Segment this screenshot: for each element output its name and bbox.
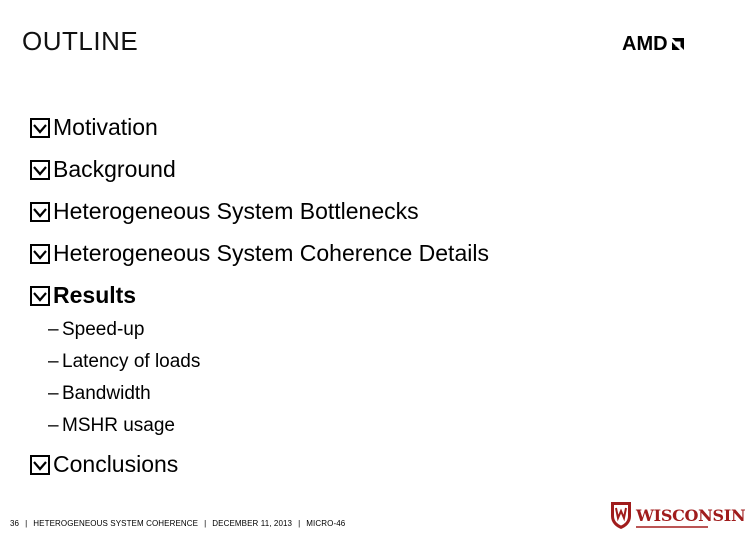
footer-date: DECEMBER 11, 2013: [212, 519, 293, 528]
dash-marker: –: [48, 383, 59, 404]
sub-bullet-label: Speed-up: [62, 319, 145, 340]
sub-bullet-latency: [48, 351, 200, 373]
checkbox-arrow-icon: [30, 160, 50, 180]
page-title: OUTLINE: [22, 26, 139, 56]
dash-marker: –: [48, 351, 59, 372]
bullet-label: Motivation: [53, 114, 158, 140]
university-name: WISCONSIN: [636, 505, 745, 525]
dash-marker: –: [48, 415, 59, 436]
dash-marker: –: [48, 319, 59, 340]
page-number: 36: [10, 519, 20, 528]
footer-title: HETEROGENEOUS SYSTEM COHERENCE: [33, 519, 199, 528]
crest-icon: [609, 500, 633, 530]
bullet-label: Background: [53, 156, 176, 182]
slide-footer: 36 | HETEROGENEOUS SYSTEM COHERENCE | DECEMBER 11, 2013 | MICRO-46: [10, 519, 346, 528]
bullet-bottlenecks: [30, 198, 419, 225]
sub-bullet-speedup: [48, 319, 144, 341]
amd-logo-text: AMD: [622, 33, 668, 55]
sub-bullet-mshr: [48, 415, 175, 437]
bullet-label: Heterogeneous System Coherence Details: [53, 240, 489, 266]
bullet-label: Results: [53, 282, 137, 308]
bullet-background: [30, 156, 176, 183]
sub-bullet-label: MSHR usage: [62, 415, 175, 436]
bullet-label: Conclusions: [53, 451, 179, 477]
sub-bullet-label: Latency of loads: [62, 351, 201, 372]
bullet-conclusions: [30, 451, 178, 478]
footer-venue: MICRO-46: [306, 519, 346, 528]
checkbox-arrow-icon: [30, 286, 50, 306]
checkbox-arrow-icon: [30, 455, 50, 475]
checkbox-arrow-icon: [30, 244, 50, 264]
logo-underline: [636, 526, 708, 528]
bullet-motivation: [30, 114, 158, 141]
bullet-label: Heterogeneous System Bottlenecks: [53, 198, 419, 224]
bullet-coherence-details: [30, 240, 489, 267]
checkbox-arrow-icon: [30, 118, 50, 138]
sub-bullet-bandwidth: [48, 383, 151, 405]
checkbox-arrow-icon: [30, 202, 50, 222]
bullet-results: [30, 282, 136, 309]
sub-bullet-label: Bandwidth: [62, 383, 151, 404]
amd-logo: [622, 34, 686, 54]
amd-arrow-icon: [670, 36, 686, 52]
